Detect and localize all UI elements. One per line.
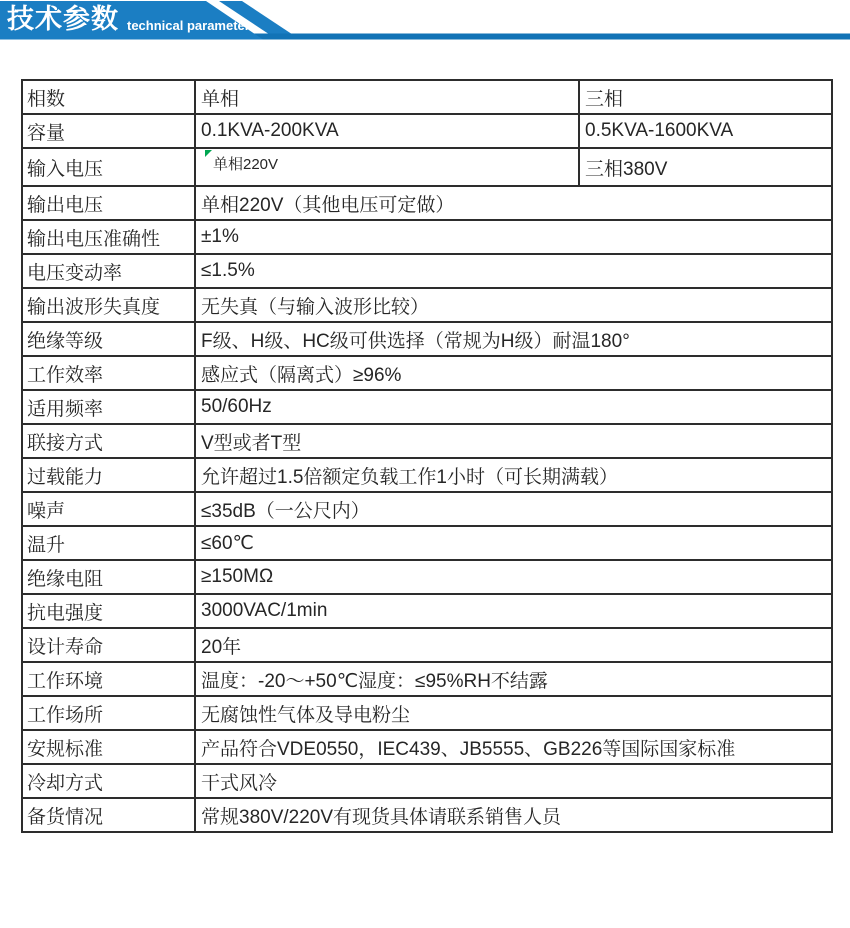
row-value: 温度：-20～+50℃湿度：≤95%RH不结露 (195, 662, 832, 696)
table-row (22, 356, 832, 390)
row-label: 抗电强度 (22, 594, 195, 628)
table-row (22, 458, 832, 492)
row-label: 绝缘电阻 (22, 560, 195, 594)
page-subtitle: technical parameter (127, 18, 250, 33)
table-row (22, 114, 832, 148)
table-row (22, 628, 832, 662)
row-value: 允许超过1.5倍额定负载工作1小时（可长期满载） (195, 458, 832, 492)
page-title: 技术参数 (7, 4, 119, 34)
row-value: ±1% (195, 220, 832, 254)
table-row (22, 730, 832, 764)
row-value: 产品符合VDE0550，IEC439、JB5555、GB226等国际国家标准 (195, 730, 832, 764)
row-value: 三相380V (579, 148, 832, 186)
row-label: 温升 (22, 526, 195, 560)
table-row (22, 424, 832, 458)
row-value: 无腐蚀性气体及导电粉尘 (195, 696, 832, 730)
table-row (22, 560, 832, 594)
row-label: 安规标准 (22, 730, 195, 764)
table-row (22, 288, 832, 322)
row-label: 输出电压准确性 (22, 220, 195, 254)
row-value: V型或者T型 (195, 424, 832, 458)
row-value-text: 单相220V (213, 156, 279, 173)
row-value: 三相 (579, 80, 832, 114)
row-value: ≤35dB（一公尺内） (195, 492, 832, 526)
row-label: 输入电压 (22, 148, 195, 186)
row-label: 工作场所 (22, 696, 195, 730)
row-value: 3000VAC/1min (195, 594, 832, 628)
row-label: 噪声 (22, 492, 195, 526)
row-label: 相数 (22, 80, 195, 114)
row-label: 输出波形失真度 (22, 288, 195, 322)
table-row (22, 696, 832, 730)
row-label: 适用频率 (22, 390, 195, 424)
row-label: 工作环境 (22, 662, 195, 696)
row-value: ≤1.5% (195, 254, 832, 288)
row-value: ≤60℃ (195, 526, 832, 560)
table-row (22, 764, 832, 798)
spec-table (21, 79, 833, 833)
table-row (22, 662, 832, 696)
row-label: 容量 (22, 114, 195, 148)
row-label: 冷却方式 (22, 764, 195, 798)
row-value: 0.1KVA-200KVA (195, 114, 579, 148)
table-row (22, 322, 832, 356)
table-row (22, 148, 832, 186)
table-row (22, 492, 832, 526)
row-label: 过载能力 (22, 458, 195, 492)
row-value: 0.5KVA-1600KVA (579, 114, 832, 148)
row-label: 联接方式 (22, 424, 195, 458)
row-value: 20年 (195, 628, 832, 662)
row-value (195, 148, 579, 186)
row-value: F级、H级、HC级可供选择（常规为H级）耐温180° (195, 322, 832, 356)
table-row (22, 254, 832, 288)
row-value: ≥150MΩ (195, 560, 832, 594)
section-header (0, 0, 850, 40)
row-value: 50/60Hz (195, 390, 832, 424)
row-label: 绝缘等级 (22, 322, 195, 356)
table-row (22, 390, 832, 424)
table-row (22, 220, 832, 254)
row-value: 无失真（与输入波形比较） (195, 288, 832, 322)
row-label: 电压变动率 (22, 254, 195, 288)
table-row (22, 186, 832, 220)
row-value: 干式风冷 (195, 764, 832, 798)
table-row (22, 80, 832, 114)
row-label: 输出电压 (22, 186, 195, 220)
row-value: 常规380V/220V有现货具体请联系销售人员 (195, 798, 832, 832)
table-row (22, 798, 832, 832)
row-label: 工作效率 (22, 356, 195, 390)
row-value: 感应式（隔离式）≥96% (195, 356, 832, 390)
table-row (22, 526, 832, 560)
table-row (22, 594, 832, 628)
row-label: 设计寿命 (22, 628, 195, 662)
green-corner-triangle-icon (205, 150, 212, 157)
row-value: 单相 (195, 80, 579, 114)
row-value: 单相220V（其他电压可定做） (195, 186, 832, 220)
row-label: 备货情况 (22, 798, 195, 832)
